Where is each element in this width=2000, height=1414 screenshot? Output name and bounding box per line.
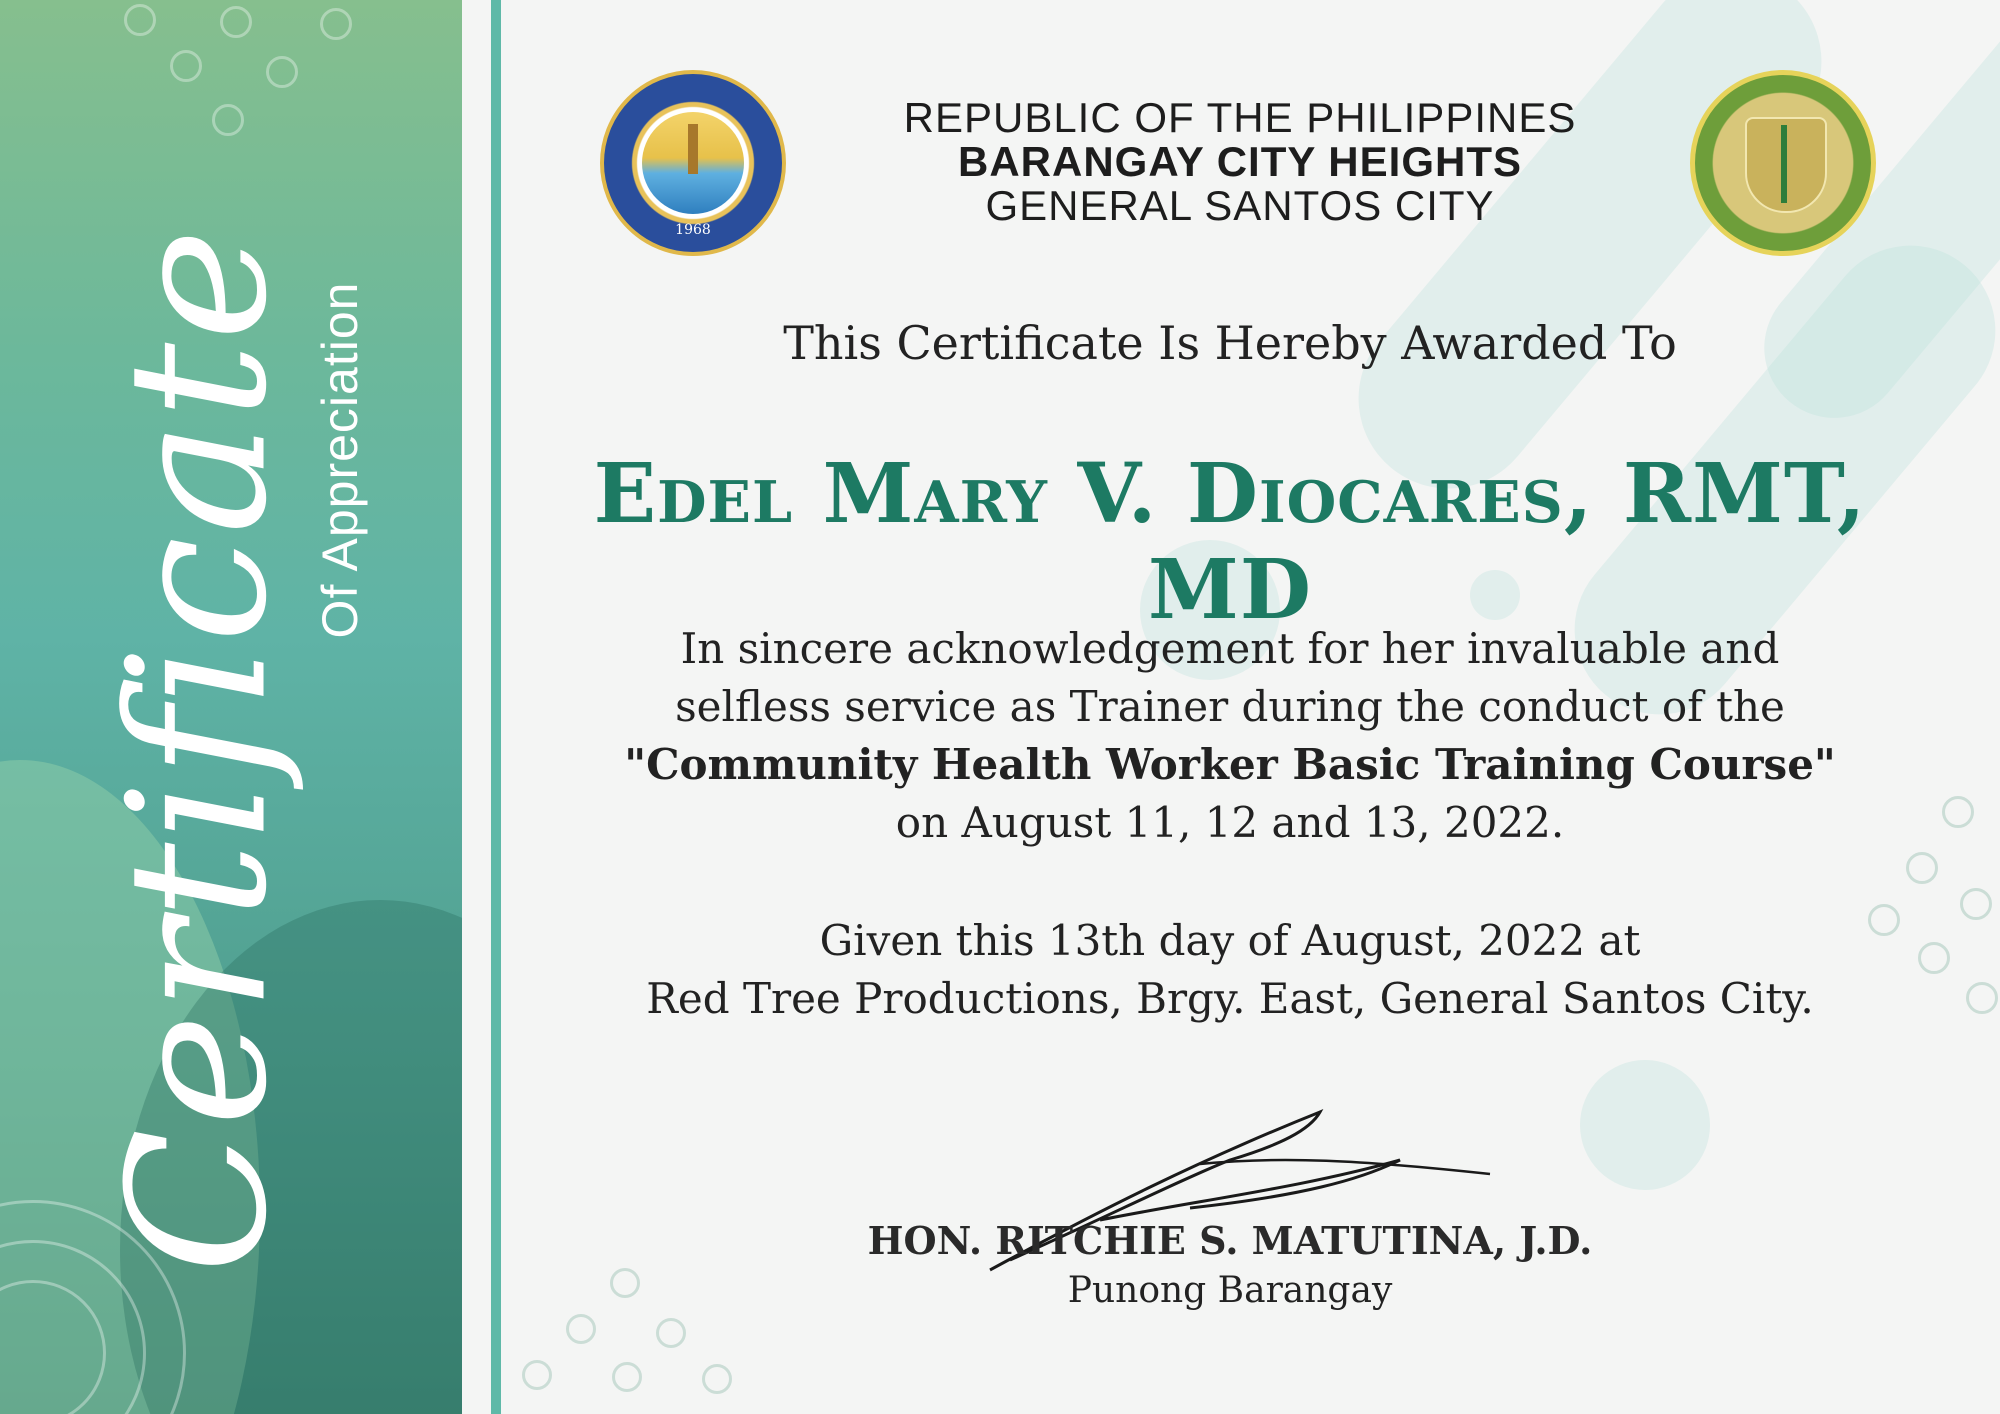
decor-dot	[212, 104, 244, 136]
decor-dot	[170, 50, 202, 82]
given-line: Given this 13th day of August, 2022 at	[819, 916, 1641, 965]
course-dates: on August 11, 12 and 13, 2022.	[895, 798, 1565, 847]
recipient-name: Edel Mary V. Diocares, RMT, MD	[593, 446, 1867, 638]
decor-dot	[220, 6, 252, 38]
city-seal-icon	[600, 70, 786, 256]
given-line: Red Tree Productions, Brgy. East, General Santos City.	[646, 974, 1814, 1023]
decor-dot	[266, 56, 298, 88]
body-line: In sincere acknowledgement for her invaluable and	[680, 624, 1780, 673]
given-statement	[560, 912, 1900, 1028]
header-city: GENERAL SANTOS CITY	[985, 182, 1495, 229]
certificate-title: Certificate	[87, 226, 309, 1274]
decor-dot	[320, 8, 352, 40]
background-circle	[1580, 1060, 1710, 1190]
awarded-line: This Certificate Is Hereby Awarded To	[783, 316, 1677, 370]
decor-dot	[124, 4, 156, 36]
signatory-name: HON. RITCHIE S. MATUTINA, J.D.	[867, 1218, 1593, 1263]
certificate-header	[800, 96, 1680, 228]
decor-dot	[612, 1362, 642, 1392]
signatory-title: Punong Barangay	[1067, 1270, 1393, 1311]
decor-dot	[656, 1318, 686, 1348]
header-country: REPUBLIC OF THE PHILIPPINES	[903, 94, 1577, 141]
header-barangay: BARANGAY CITY HEIGHTS	[958, 138, 1522, 185]
course-title: "Community Health Worker Basic Training Course"	[624, 740, 1836, 789]
side-banner	[0, 0, 462, 1414]
decor-dot	[1918, 942, 1950, 974]
decor-dot	[702, 1364, 732, 1394]
accent-stripe	[491, 0, 501, 1414]
body-line: selfless service as Trainer during the conduct of the	[675, 682, 1785, 731]
decor-dot	[1906, 852, 1938, 884]
decor-dot	[1942, 796, 1974, 828]
decor-dot	[1960, 888, 1992, 920]
seal-statue	[688, 124, 698, 174]
decor-dot	[522, 1360, 552, 1390]
decor-dot	[1966, 982, 1998, 1014]
city-health-office-seal-icon	[1690, 70, 1876, 256]
seal-year: 1968	[675, 222, 711, 238]
decor-dot	[610, 1268, 640, 1298]
decor-dot	[566, 1314, 596, 1344]
certificate-body	[560, 620, 1900, 852]
certificate-subtitle: Of Appreciation	[312, 281, 368, 639]
caduceus-icon	[1781, 125, 1787, 203]
